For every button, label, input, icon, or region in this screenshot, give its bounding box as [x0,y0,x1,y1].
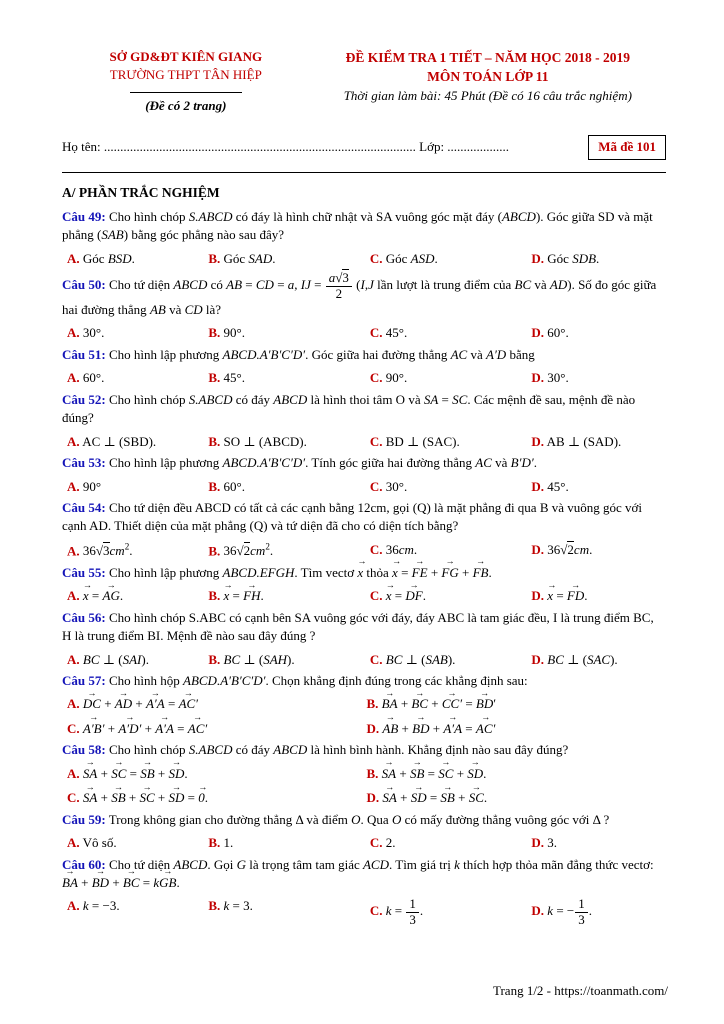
question [62,391,666,451]
question [62,271,666,343]
question-paragraph [62,741,666,759]
option-letter: B. [208,835,221,851]
answer-option [531,430,666,451]
question-text: Cho hình chóp S.ABCD có đáy là hình chữ nhật và SA vuông góc mặt đáy (ABCD). Góc giữa SD và mặt phẳng (SAB) bằng góc phẳng nào sau đây? [62,208,653,243]
question-paragraph [62,499,666,536]
option-text: → BA + → BC + → CC′ = → BD′ [382,696,496,711]
option-text: k = −3. [82,898,120,914]
option-text: 2. [385,835,396,851]
question-paragraph [62,391,666,428]
option-text: → x = → AG. [83,588,123,603]
option-letter: B. [208,433,221,449]
pages-note: (Đề có 2 trang) [145,97,227,113]
answer-option [67,692,367,713]
answer-option [67,366,208,387]
option-text: AB ⊥ (SAD). [546,433,622,449]
option-letter: C. [369,903,383,919]
option-letter: D. [531,478,545,494]
option-letter: B. [208,543,221,559]
option-text: → DC + → AD + → A′A = → AC′ [83,696,198,711]
option-text: 60°. [547,325,569,341]
option-letter: D. [531,325,545,341]
option-text: k = 3. [223,898,253,914]
options-row [67,366,666,387]
option-text: k = − $\frac{1}{3}$ . [547,896,592,927]
option-text: → SA + → SB + → SC + → SD = → 0. [83,790,208,805]
option-text: BC ⊥ (SAC). [547,651,618,667]
option-letter: C. [369,541,383,557]
answer-option [208,321,370,342]
answer-option [67,430,208,451]
option-text: BD ⊥ (SAC). [385,433,460,449]
option-text: → x = → FH. [224,588,264,603]
option-text: → AB + → BD + → A′A = → AC′ [382,721,495,736]
option-text: → SA + → SB = → SC + → SD. [382,766,487,781]
option-letter: D. [366,790,380,806]
option-text: Góc ASD. [385,250,438,266]
question [62,208,666,268]
answer-option [208,831,370,852]
option-text: 30°. [82,325,105,341]
option-letter: B. [366,765,379,781]
answer-option [531,894,666,927]
option-text: 36cm. [385,541,418,557]
option-letter: A. [67,325,80,341]
header-divider-line [130,92,242,93]
answer-option [370,894,532,927]
answer-option [208,430,370,451]
option-text: → SA + → SD = → SB + → SC. [382,790,487,805]
answer-option [370,321,532,342]
options-row [67,584,666,605]
option-text: 30°. [547,370,569,386]
answer-option [367,786,667,807]
option-letter: A. [67,250,80,266]
option-letter: C. [369,433,383,449]
option-letter: D. [366,720,380,736]
header-right [310,48,666,115]
question [62,609,666,669]
answer-option [370,648,532,669]
question [62,499,666,561]
option-letter: A. [67,696,80,712]
question-text: Cho hình chóp S.ABCD có đáy ABCD là hình thoi tâm O và SA = SC. Các mệnh đề sau, mệnh đề nào đúng? [62,391,636,426]
page-footer: Trang 1/2 - https://toanmath.com/ [492,982,668,998]
option-text: 3. [547,835,558,851]
answer-option [367,762,667,783]
answer-option [67,894,208,927]
option-letter: C. [369,370,383,386]
answer-option [370,366,532,387]
header [62,48,666,115]
question-label: Câu 50: [62,277,106,293]
answer-option [67,475,208,496]
question [62,811,666,853]
answer-option [208,648,370,669]
option-letter: D. [531,588,545,604]
option-letter: A. [67,478,80,494]
option-letter: D. [531,433,545,449]
question [62,346,666,388]
option-letter: B. [208,898,221,914]
answer-option [531,584,666,605]
answer-option [370,247,532,268]
question-paragraph [62,208,666,245]
exam-code-box: Mã đề 101 [588,135,666,159]
question-text: Cho hình lập phương ABCD.A′B′C′D′. Tính góc giữa hai đường thẳng AC và B′D′. [108,455,537,471]
option-letter: D. [531,370,545,386]
answer-option [531,648,666,669]
option-text: → x = → DF. [386,588,426,603]
question-text: Cho tứ diện ABCD. Gọi G là trọng tâm tam giác ACD. Tìm giá trị k thích hợp thỏa mãn đẳng thức vectơ: → BA + → BD + → BC = k→ GB. [62,857,654,890]
option-letter: B. [208,250,221,266]
option-text: 90°. [223,325,245,341]
option-text: 90°. [385,370,408,386]
option-letter: A. [67,543,80,559]
answer-option [67,831,208,852]
question-paragraph [62,811,666,829]
department-name: SỞ GD&ĐT KIÊN GIANG [109,49,263,64]
question-paragraph [62,271,666,319]
option-text: 1. [223,835,234,851]
question-text: Trong không gian cho đường thẳng Δ và điểm O. Qua O có mấy đường thẳng vuông góc với Δ ? [108,811,610,827]
answer-option [67,321,208,342]
answer-option [67,648,208,669]
question-text: Cho hình lập phương ABCD.A′B′C′D′. Góc giữa hai đường thẳng AC và A′D bằng [108,346,535,362]
question-label: Câu 56: [62,609,106,625]
question-label: Câu 54: [62,500,106,515]
option-letter: C. [369,588,383,604]
option-text: $36√2cm^2$. [223,541,274,559]
question-text: Cho tứ diện ABCD có AB = CD = a, IJ = $\frac{a√3}{2}$ (I,J lần lượt là trung điểm của BC và AD). Số đo góc giữa hai đường thẳng AB và CD là? [62,270,657,317]
option-letter: A. [67,651,80,667]
answer-option [208,475,370,496]
question-paragraph [62,454,666,472]
option-text: $36√3cm^2$. [82,541,133,559]
question-label: Câu 55: [62,564,106,580]
option-letter: B. [208,588,221,604]
subject-title: MÔN TOÁN LỚP 11 [427,69,549,85]
option-text: AC ⊥ (SBD). [82,433,157,449]
option-letter: A. [67,433,80,449]
question-text: Cho hình chóp S.ABC có cạnh bên SA vuông góc với đáy, đáy ABC là tam giác đều, I là trung điểm BC, H là trung điểm BI. Mệnh đề nào sau đây đúng ? [62,609,654,644]
option-text: 60°. [223,478,245,494]
options-row [67,648,666,669]
question-label: Câu 57: [62,672,106,688]
option-letter: D. [531,835,545,851]
answer-option [67,584,208,605]
option-letter: C. [369,250,383,266]
questions-list [62,208,666,927]
name-row [62,135,666,159]
option-text: Vô số. [82,835,117,851]
school-name: TRƯỜNG THPT TÂN HIỆP [109,67,262,83]
option-letter: C. [369,325,383,341]
question-paragraph [62,609,666,646]
name-class-line[interactable]: Họ tên: ................................................................................................ Lớp: ................... [62,139,510,155]
answer-option [531,475,666,496]
question-label: Câu 58: [62,742,106,758]
question-text: Cho hình lập phương ABCD.EFGH. Tìm vectơ → x thỏa → x = → FE + → FG + → FB. [109,565,492,580]
option-text: BC ⊥ (SAI). [82,651,149,667]
answer-option [67,717,367,738]
option-text: → SA + → SC = → SB + → SD. [83,766,188,781]
answer-option [370,430,532,451]
option-letter: B. [208,478,221,494]
option-letter: C. [67,720,80,736]
answer-option [370,831,532,852]
option-letter: D. [531,250,545,266]
header-left [62,48,310,115]
time-limit-note: Thời gian làm bài: 45 Phút (Đề có 16 câu trắc nghiệm) [343,88,632,104]
option-letter: D. [531,903,545,919]
answer-option [367,717,667,738]
answer-option [370,475,532,496]
answer-option [370,584,532,605]
section-title: A/ PHẦN TRẮC NGHIỆM [62,184,220,200]
question-label: Câu 59: [62,811,106,827]
answer-option [531,247,666,268]
answer-option [531,321,666,342]
option-letter: C. [369,835,383,851]
question-text: Cho hình hộp ABCD.A′B′C′D′. Chọn khẳng định đúng trong các khẳng định sau: [108,672,528,688]
answer-option [531,831,666,852]
option-letter: A. [67,898,80,914]
option-letter: B. [208,370,221,386]
options-row [67,430,666,451]
option-letter: D. [531,651,545,667]
question-paragraph [62,856,666,893]
answer-option [208,366,370,387]
option-letter: B. [366,696,379,712]
question [62,672,666,738]
option-text: 30°. [385,478,408,494]
header-separator [62,172,666,173]
option-letter: C. [369,651,383,667]
question [62,454,666,496]
question-paragraph [62,346,666,364]
options-row [67,247,666,268]
question [62,564,666,606]
option-text: → A′B′ + → A′D′ + → A′A = → AC′ [83,721,207,736]
option-text: Góc SAD. [223,250,276,266]
answer-option [67,247,208,268]
option-text: BC ⊥ (SAH). [223,651,295,667]
option-text: 60°. [82,370,105,386]
options-row [67,692,666,738]
option-text: 36√2cm. [547,541,593,557]
options-row [67,321,666,342]
question [62,856,666,928]
option-letter: C. [369,478,383,494]
option-letter: A. [67,588,80,604]
question [62,741,666,807]
answer-option [208,894,370,927]
option-text: Góc SDB. [547,250,600,266]
option-letter: A. [67,835,80,851]
question-label: Câu 49: [62,208,106,224]
answer-option [208,538,370,561]
answer-option [531,366,666,387]
question-label: Câu 60: [62,856,106,872]
option-letter: B. [208,651,221,667]
option-text: → x = → FD. [547,588,587,603]
exam-title: ĐỀ KIỂM TRA 1 TIẾT – NĂM HỌC 2018 - 2019 [345,50,630,65]
option-text: SO ⊥ (ABCD). [223,433,307,449]
answer-option [208,247,370,268]
option-text: Góc BSD. [82,250,135,266]
question-label: Câu 52: [62,391,106,407]
question-text: Cho tứ diện đều ABCD có tất cả các cạnh bằng 12cm, gọi (Q) là mặt phẳng đi qua B và vuông góc với cạnh AD. Thiết diện của mặt phẳng (Q) và tứ diện đã cho có diện tích bằng? [62,500,643,534]
option-text: 45°. [223,370,245,386]
answer-option [67,538,208,561]
option-text: 90° [82,478,102,494]
option-letter: A. [67,765,80,781]
options-row [67,475,666,496]
question-label: Câu 51: [62,346,106,362]
answer-option [67,786,367,807]
option-letter: D. [531,541,545,557]
option-text: k = $\frac{1}{3}$ . [385,896,424,927]
options-row [67,538,666,561]
option-text: 45°. [385,325,408,341]
question-label: Câu 53: [62,455,106,471]
answer-option [367,692,667,713]
answer-option [208,584,370,605]
option-text: BC ⊥ (SAB). [385,651,456,667]
options-row [67,894,666,927]
options-row [67,831,666,852]
answer-option [531,538,666,561]
option-letter: A. [67,370,80,386]
option-letter: C. [67,790,80,806]
answer-option [67,762,367,783]
question-text: Cho hình chóp S.ABCD có đáy ABCD là hình bình hành. Khẳng định nào sau đây đúng? [108,742,569,758]
option-letter: B. [208,325,221,341]
options-row [67,762,666,808]
option-text: 45°. [547,478,569,494]
